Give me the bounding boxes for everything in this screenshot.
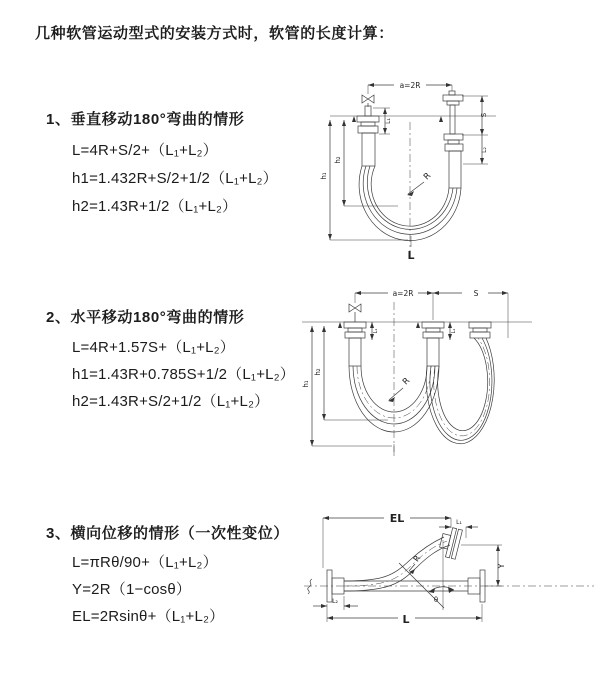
section-2-formula-h1: h1=1.43R+0.785S+1/2（L₁+L₂） bbox=[72, 366, 295, 383]
section-3-formula-L: L=πRθ/90+（L₁+L₂） bbox=[72, 554, 218, 571]
d2-label-r: R bbox=[400, 375, 413, 388]
d3-dimension-el bbox=[323, 512, 451, 568]
d2-construction-lines bbox=[302, 302, 532, 456]
d1-label-l: L bbox=[407, 249, 415, 262]
d2-middle-fitting bbox=[422, 322, 444, 366]
d2-left-fitting bbox=[344, 322, 366, 366]
section-3-formula-EL: EL=2Rsinθ+（L₁+L₂） bbox=[72, 608, 225, 625]
d1-dimension-l1 bbox=[373, 108, 392, 134]
d2-dim-h1: h₁ bbox=[302, 380, 310, 388]
section-2-formula-h2: h2=1.43R+S/2+1/2（L₁+L₂） bbox=[72, 393, 270, 410]
d2-radius-callout bbox=[388, 376, 412, 402]
d1-length-callout bbox=[407, 236, 414, 262]
d1-dimension-h1 bbox=[320, 120, 408, 240]
section-3-formula-Y: Y=2R（1−cosθ） bbox=[72, 581, 192, 598]
section-1-heading: 1、垂直移动180°弯曲的情形 bbox=[46, 111, 245, 128]
d3-dim-l2: L₂ bbox=[332, 598, 338, 605]
d1-dim-l2: L₂ bbox=[481, 147, 488, 153]
d3-label-l: L bbox=[402, 613, 410, 626]
d1-right-fitting bbox=[443, 91, 463, 188]
section-1-formula-h1: h1=1.432R+S/2+1/2（L₁+L₂） bbox=[72, 170, 278, 187]
d1-dim-h1: h₁ bbox=[320, 172, 328, 180]
d3-curved-hose bbox=[344, 537, 450, 591]
diagram-lateral-displacement bbox=[298, 500, 598, 662]
d1-dim-s: S bbox=[480, 112, 488, 118]
d3-dim-l1: L₁ bbox=[456, 519, 462, 526]
d3-dimension-l2 bbox=[313, 596, 358, 610]
d2-right-fitting bbox=[469, 322, 491, 338]
d2-dimension-l1-left bbox=[370, 322, 379, 340]
d2-hose-arcs-right bbox=[426, 338, 494, 444]
section-3-heading: 3、横向位移的情形（一次性变位） bbox=[46, 525, 289, 542]
section-1-formula-L: L=4R+S/2+（L₁+L₂） bbox=[72, 142, 218, 159]
d3-label-theta: θ bbox=[433, 596, 439, 604]
d1-dim-l1: L₁ bbox=[385, 118, 392, 124]
d1-label-r: R bbox=[421, 170, 434, 183]
d1-dimension-top bbox=[368, 81, 452, 94]
d1-dim-h2: h₂ bbox=[334, 156, 342, 164]
d1-radius-callout bbox=[407, 171, 433, 196]
d2-dim-s: S bbox=[473, 289, 479, 298]
d2-dimension-l1-mid bbox=[448, 322, 457, 340]
d1-left-fitting bbox=[357, 106, 379, 166]
d1-dim-a2r: a=2R bbox=[399, 81, 421, 90]
section-2-heading: 2、水平移动180°弯曲的情形 bbox=[46, 309, 245, 326]
diagram-vertical-bend bbox=[300, 68, 595, 263]
d3-dim-y: Y bbox=[497, 563, 506, 569]
d3-dimension-l1 bbox=[439, 519, 478, 538]
d1-construction-lines bbox=[330, 116, 496, 251]
d3-dim-el: EL bbox=[389, 512, 405, 525]
section-2-formula-L: L=4R+1.57S+（L₁+L₂） bbox=[72, 339, 235, 356]
d2-dim-l1-left: L₁ bbox=[373, 328, 379, 334]
section-1-formula-h2: h2=1.43R+1/2（L₁+L₂） bbox=[72, 198, 238, 215]
d2-valve-icon bbox=[349, 304, 361, 322]
document-title: 几种软管运动型式的安装方式时，软管的长度计算： bbox=[35, 25, 394, 42]
d2-dim-a2r: a=2R bbox=[392, 289, 414, 298]
d2-dim-l1-mid: L₁ bbox=[451, 328, 457, 334]
d2-dim-h2: h₂ bbox=[314, 368, 322, 376]
d3-dimension-l bbox=[327, 604, 482, 626]
diagram-horizontal-bend bbox=[300, 280, 595, 472]
d1-valve-icon bbox=[362, 95, 374, 107]
d1-dimension-S-L2 bbox=[462, 96, 488, 164]
d3-label-r: R bbox=[411, 553, 423, 564]
d3-top-flange bbox=[438, 526, 463, 559]
d3-angle-theta bbox=[399, 540, 454, 610]
d3-break-mark bbox=[308, 579, 312, 594]
